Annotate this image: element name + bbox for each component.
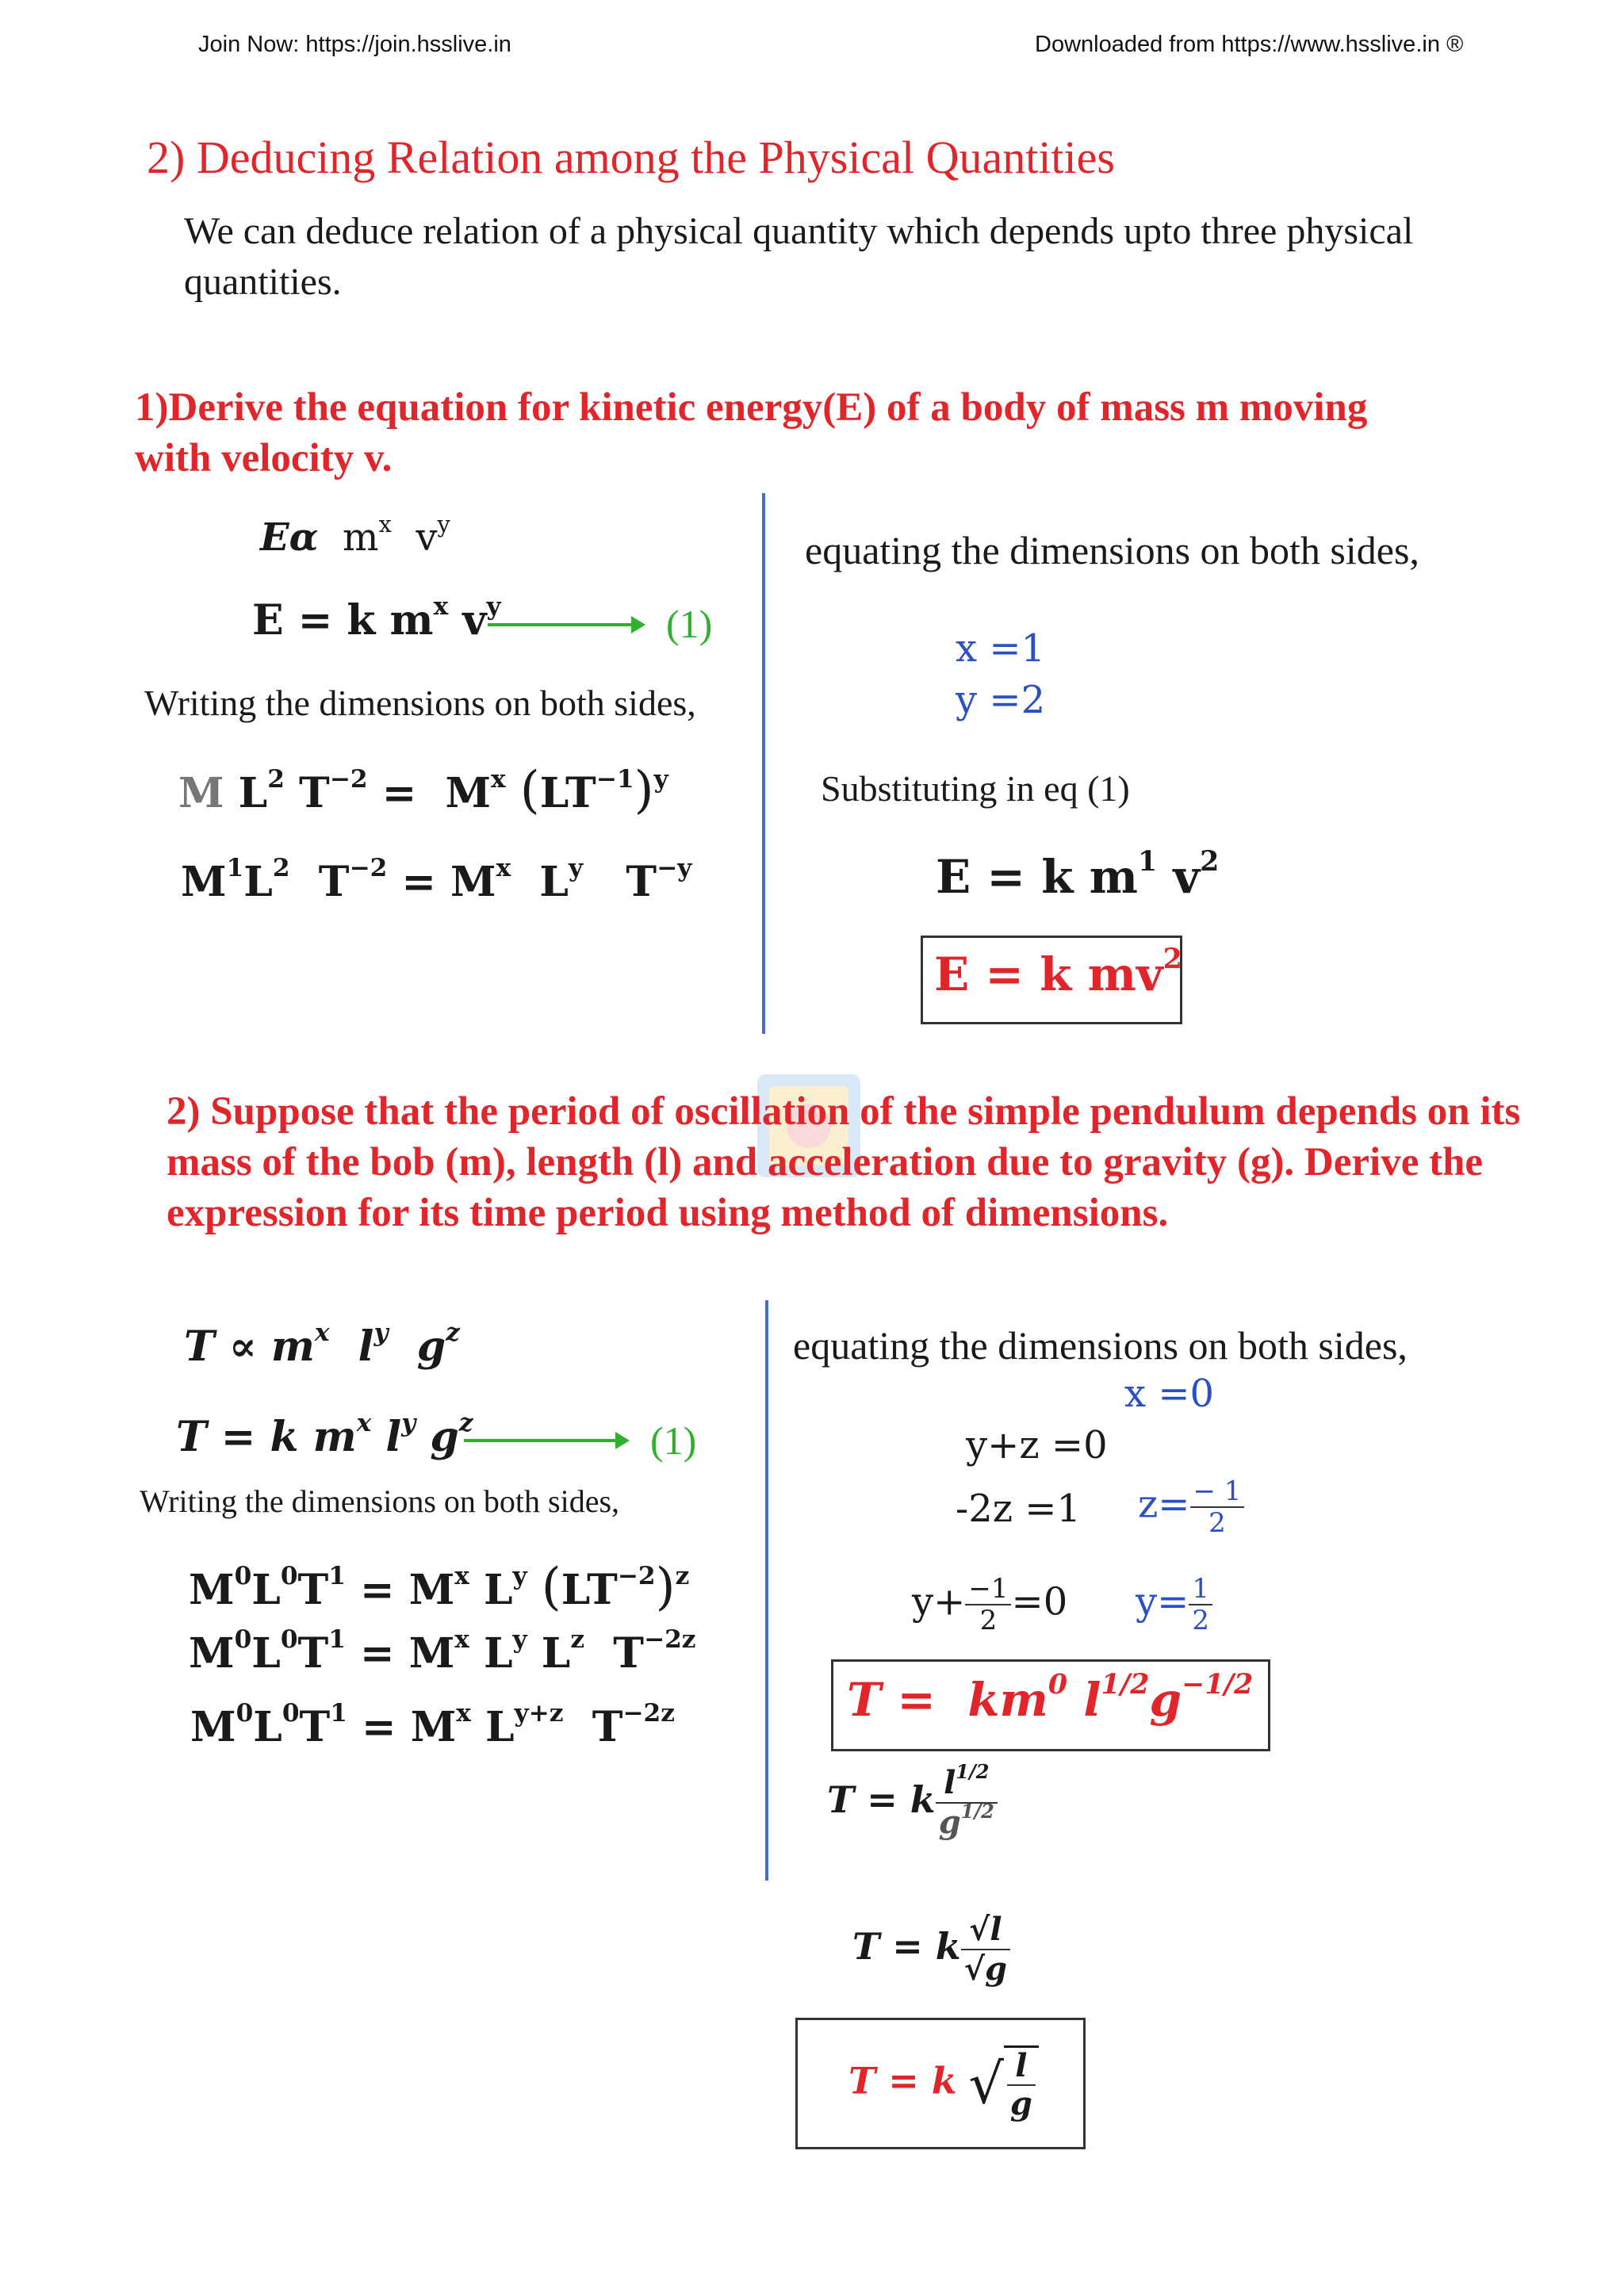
q2-y-plus-z: y+z =0 <box>966 1423 1108 1468</box>
q2-equating-dimensions: equating the dimensions on both sides, <box>793 1323 1408 1368</box>
q1-y-value: y =2 <box>956 678 1046 722</box>
q1-dim-eq-2: $M^1L^2$ $T^{-2} = M^x$ $L^y$ $T^{-y}$ <box>181 854 692 906</box>
section-title: 2) Deducing Relation among the Physical Quantities <box>147 132 1115 183</box>
header-join-link[interactable]: Join Now: https://join.hsslive.in <box>198 32 511 57</box>
q2-equation-1: T = k $m^x$ $l^y$ $g^z$ <box>176 1409 473 1461</box>
q1-dim-eq-1: M $L^2$ $T^{-2} = M^x$ $(LT^{-1})^y$ <box>178 761 668 820</box>
q2-divider <box>765 1300 768 1881</box>
q2-x-value: x =0 <box>1124 1372 1215 1416</box>
q2-eq-tag: (1) <box>650 1418 697 1463</box>
q1-result: E = k $m^1$ $v^2$ <box>936 845 1220 904</box>
section-intro: We can deduce relation of a physical quantity which depends upto three physical quantities. <box>184 210 1414 303</box>
q1-x-value: x =1 <box>956 626 1046 671</box>
q1-result-boxed: E = k $mv^2$ <box>934 943 1182 1001</box>
q2-result-2: T = k $\frac{l^{1/2}}{g^{1/2}}$ <box>827 1764 998 1842</box>
q1-proportionality: Eα $m^x$ $v^y$ <box>260 510 450 560</box>
q2-proportionality: $T \propto m^x$ $l^y$ $g^z$ <box>184 1318 460 1371</box>
q2-result-final: T = k √ $\frac{l}{g}$ <box>848 2045 1039 2122</box>
q2-y-substitution: y+ $\frac{-1}{2}$ =0 <box>912 1573 1068 1636</box>
q2-result-3: T = k $\frac{√l}{√g}$ <box>852 1911 1010 1988</box>
q1-question: 1)Derive the equation for kinetic energy(E) of a body of mass m moving with velocity v. <box>135 385 1368 480</box>
q1-writing-dimensions: Writing the dimensions on both sides, <box>144 683 696 723</box>
q2-result-1: $T = km^0$ $l^{1/2}g^{-1/2}$ <box>847 1668 1254 1727</box>
q2-arrow <box>464 1439 626 1442</box>
q2-dim-eq-2: $M^0L^0T^1 = M^x$ $L^y$ $L^z$ $T^{-2z}$ <box>189 1625 696 1678</box>
q2-minus-2z: -2z =1 <box>956 1487 1082 1531</box>
q1-eq-tag: (1) <box>666 602 713 646</box>
q1-equation-1: E = k $m^x$ $v^y$ <box>252 592 501 645</box>
q2-dim-eq-3: $M^0L^0T^1 = M^x$ $L^{y+z}$ $T^{-2z}$ <box>190 1699 675 1751</box>
q1-divider <box>762 493 765 1034</box>
q1-arrow <box>488 623 642 626</box>
q2-z-value: z= $\frac{- 1}{2}$ <box>1138 1476 1244 1538</box>
q2-question: 2) Suppose that the period of oscillation of the simple pendulum depends on its mass of the bob (m), length (l) and acceleration due to gravity (g). Derive the expression for its time period using method of dimensions. <box>167 1089 1521 1235</box>
q1-equating-dimensions: equating the dimensions on both sides, <box>805 528 1419 572</box>
q2-writing-dimensions: Writing the dimensions on both sides, <box>140 1483 620 1519</box>
q1-substituting: Substituting in eq (1) <box>821 768 1130 809</box>
q2-dim-eq-1: $M^0L^0T^1 = M^x$ $L^y$ $(LT^{-2})^z$ <box>189 1558 690 1617</box>
q2-y-value: y= $\frac{1}{2}$ <box>1136 1574 1212 1636</box>
header-download-link[interactable]: Downloaded from https://www.hsslive.in ® <box>1035 32 1464 57</box>
